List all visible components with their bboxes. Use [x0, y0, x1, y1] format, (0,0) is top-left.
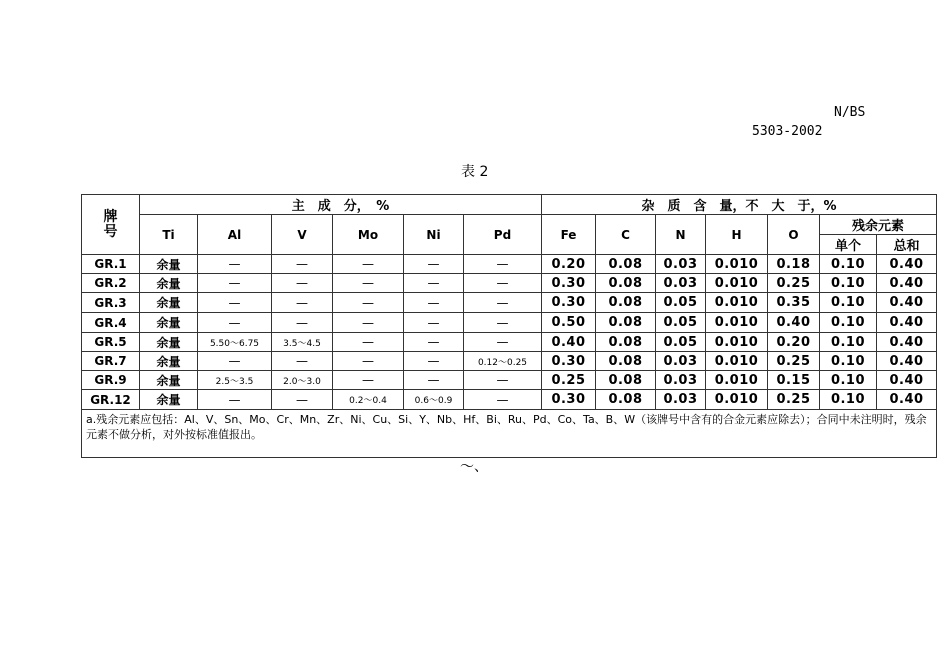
main-component-cell: —	[198, 313, 272, 333]
composition-table	[81, 194, 937, 458]
impurity-cell: 0.03	[656, 352, 706, 371]
main-component-cell: 0.12～0.25	[464, 352, 542, 371]
impurity-cell: 0.03	[656, 255, 706, 274]
col-header-al: Al	[198, 215, 272, 255]
main-component-cell: —	[272, 274, 333, 293]
impurity-cell: 0.10	[820, 274, 877, 293]
main-component-cell: 3.5～4.5	[272, 333, 333, 352]
impurity-cell: 0.010	[706, 352, 768, 371]
main-component-cell: —	[404, 352, 464, 371]
impurity-cell: 0.08	[596, 313, 656, 333]
grade-cell: GR.1	[82, 255, 140, 274]
impurity-cell: 0.40	[877, 352, 937, 371]
main-component-cell: 余量	[140, 313, 198, 333]
grade-cell: GR.7	[82, 352, 140, 371]
impurity-cell: 0.25	[768, 352, 820, 371]
table-row	[82, 371, 937, 390]
table-row	[82, 293, 937, 313]
impurity-cell: 0.35	[768, 293, 820, 313]
standard-code-line1: N/BS	[834, 105, 866, 120]
table-row	[82, 390, 937, 410]
grade-cell: GR.4	[82, 313, 140, 333]
impurity-cell: 0.010	[706, 390, 768, 410]
main-component-cell: 余量	[140, 371, 198, 390]
impurity-cell: 0.40	[877, 313, 937, 333]
main-component-cell: —	[404, 274, 464, 293]
main-component-cell: —	[333, 293, 404, 313]
main-component-cell: —	[404, 313, 464, 333]
main-component-cell: —	[464, 371, 542, 390]
impurity-cell: 0.40	[542, 333, 596, 352]
table-row	[82, 352, 937, 371]
impurity-cell: 0.40	[877, 371, 937, 390]
impurity-cell: 0.40	[877, 293, 937, 313]
main-component-cell: —	[404, 293, 464, 313]
col-header-mo: Mo	[333, 215, 404, 255]
impurity-cell: 0.08	[596, 293, 656, 313]
main-component-cell: 0.2～0.4	[333, 390, 404, 410]
main-component-cell: —	[198, 352, 272, 371]
main-component-cell: 余量	[140, 333, 198, 352]
impurity-cell: 0.08	[596, 255, 656, 274]
main-component-cell: —	[333, 352, 404, 371]
main-component-cell: —	[464, 274, 542, 293]
impurity-cell: 0.08	[596, 333, 656, 352]
col-header-n: N	[656, 215, 706, 255]
impurity-cell: 0.15	[768, 371, 820, 390]
main-component-cell: —	[272, 390, 333, 410]
table-row	[82, 333, 937, 352]
main-component-cell: —	[333, 371, 404, 390]
impurity-cell: 0.03	[656, 390, 706, 410]
impurity-cell: 0.40	[877, 274, 937, 293]
impurity-cell: 0.25	[542, 371, 596, 390]
impurity-cell: 0.10	[820, 313, 877, 333]
grade-cell: GR.3	[82, 293, 140, 313]
main-component-cell: —	[198, 255, 272, 274]
table-title: 表 2	[461, 164, 489, 180]
impurity-cell: 0.40	[768, 313, 820, 333]
impurity-cell: 0.08	[596, 390, 656, 410]
main-component-cell: —	[464, 293, 542, 313]
main-component-cell: —	[404, 371, 464, 390]
main-component-cell: —	[198, 390, 272, 410]
impurity-cell: 0.10	[820, 255, 877, 274]
impurity-cell: 0.010	[706, 333, 768, 352]
main-component-cell: —	[333, 313, 404, 333]
impurity-cell: 0.10	[820, 390, 877, 410]
grade-cell: GR.9	[82, 371, 140, 390]
impurity-cell: 0.30	[542, 293, 596, 313]
main-component-cell: —	[272, 352, 333, 371]
impurity-cell: 0.40	[877, 390, 937, 410]
standard-code-line2: 5303-2002	[752, 124, 823, 139]
main-component-cell: —	[464, 255, 542, 274]
impurity-cell: 0.08	[596, 352, 656, 371]
impurity-cell: 0.25	[768, 274, 820, 293]
main-component-cell: 余量	[140, 274, 198, 293]
main-component-cell: 余量	[140, 390, 198, 410]
main-component-cell: —	[272, 255, 333, 274]
grade-header: 牌 号	[82, 195, 140, 255]
main-component-cell: —	[464, 390, 542, 410]
main-component-cell: —	[333, 255, 404, 274]
footer-mark: ～、	[460, 459, 488, 475]
main-component-cell: 2.0～3.0	[272, 371, 333, 390]
main-component-cell: 余量	[140, 352, 198, 371]
impurity-cell: 0.03	[656, 274, 706, 293]
col-header-fe: Fe	[542, 215, 596, 255]
main-component-cell: —	[333, 333, 404, 352]
impurity-cell: 0.10	[820, 293, 877, 313]
main-component-cell: —	[464, 333, 542, 352]
grade-cell: GR.12	[82, 390, 140, 410]
main-component-cell: 0.6～0.9	[404, 390, 464, 410]
col-header-pd: Pd	[464, 215, 542, 255]
impurity-cell: 0.40	[877, 333, 937, 352]
impurity-cell: 0.10	[820, 371, 877, 390]
impurity-cell: 0.010	[706, 255, 768, 274]
main-component-cell: 5.50～6.75	[198, 333, 272, 352]
impurity-cell: 0.25	[768, 390, 820, 410]
residual-single-header: 单个	[820, 235, 877, 255]
impurity-cell: 0.05	[656, 333, 706, 352]
impurity-cell: 0.010	[706, 274, 768, 293]
impurity-cell: 0.05	[656, 293, 706, 313]
main-component-cell: 余量	[140, 293, 198, 313]
impurity-cell: 0.40	[877, 255, 937, 274]
impurity-cell: 0.20	[542, 255, 596, 274]
impurity-cell: 0.50	[542, 313, 596, 333]
impurity-cell: 0.30	[542, 352, 596, 371]
impurity-cell: 0.010	[706, 293, 768, 313]
impurity-cell: 0.05	[656, 313, 706, 333]
main-component-cell: —	[464, 313, 542, 333]
col-header-h: H	[706, 215, 768, 255]
residual-elements-header: 残余元素	[820, 215, 937, 235]
grade-cell: GR.5	[82, 333, 140, 352]
grade-cell: GR.2	[82, 274, 140, 293]
col-header-ni: Ni	[404, 215, 464, 255]
impurity-cell: 0.08	[596, 274, 656, 293]
main-component-cell: —	[404, 333, 464, 352]
main-component-cell: —	[333, 274, 404, 293]
main-component-cell: —	[272, 313, 333, 333]
col-header-o: O	[768, 215, 820, 255]
impurity-cell: 0.18	[768, 255, 820, 274]
impurity-cell: 0.010	[706, 371, 768, 390]
main-component-cell: —	[272, 293, 333, 313]
impurity-cell: 0.10	[820, 352, 877, 371]
col-header-c: C	[596, 215, 656, 255]
main-component-cell: —	[198, 293, 272, 313]
impurity-cell: 0.30	[542, 390, 596, 410]
table-row	[82, 255, 937, 274]
residual-total-header: 总和	[877, 235, 937, 255]
table-footnote: a.残余元素应包括：Al、V、Sn、Mo、Cr、Mn、Zr、Ni、Cu、Si、Y、Nb、Hf、Bi、Ru、Pd、Co、Ta、B、W（该牌号中含有的合金元素应除去）；合同中未注明时，残余元素不做分析，对外按标准值报出。	[82, 410, 937, 458]
impurity-cell: 0.03	[656, 371, 706, 390]
impurity-cell: 0.010	[706, 313, 768, 333]
impurity-cell: 0.10	[820, 333, 877, 352]
table-row	[82, 313, 937, 333]
impurity-header: 杂 质 含 量，不 大 于，%	[542, 195, 937, 215]
main-component-cell: —	[198, 274, 272, 293]
col-header-v: V	[272, 215, 333, 255]
col-header-ti: Ti	[140, 215, 198, 255]
main-components-header: 主 成 分， %	[140, 195, 542, 215]
main-component-cell: —	[404, 255, 464, 274]
impurity-cell: 0.20	[768, 333, 820, 352]
impurity-cell: 0.30	[542, 274, 596, 293]
main-component-cell: 余量	[140, 255, 198, 274]
main-component-cell: 2.5～3.5	[198, 371, 272, 390]
impurity-cell: 0.08	[596, 371, 656, 390]
table-row	[82, 274, 937, 293]
